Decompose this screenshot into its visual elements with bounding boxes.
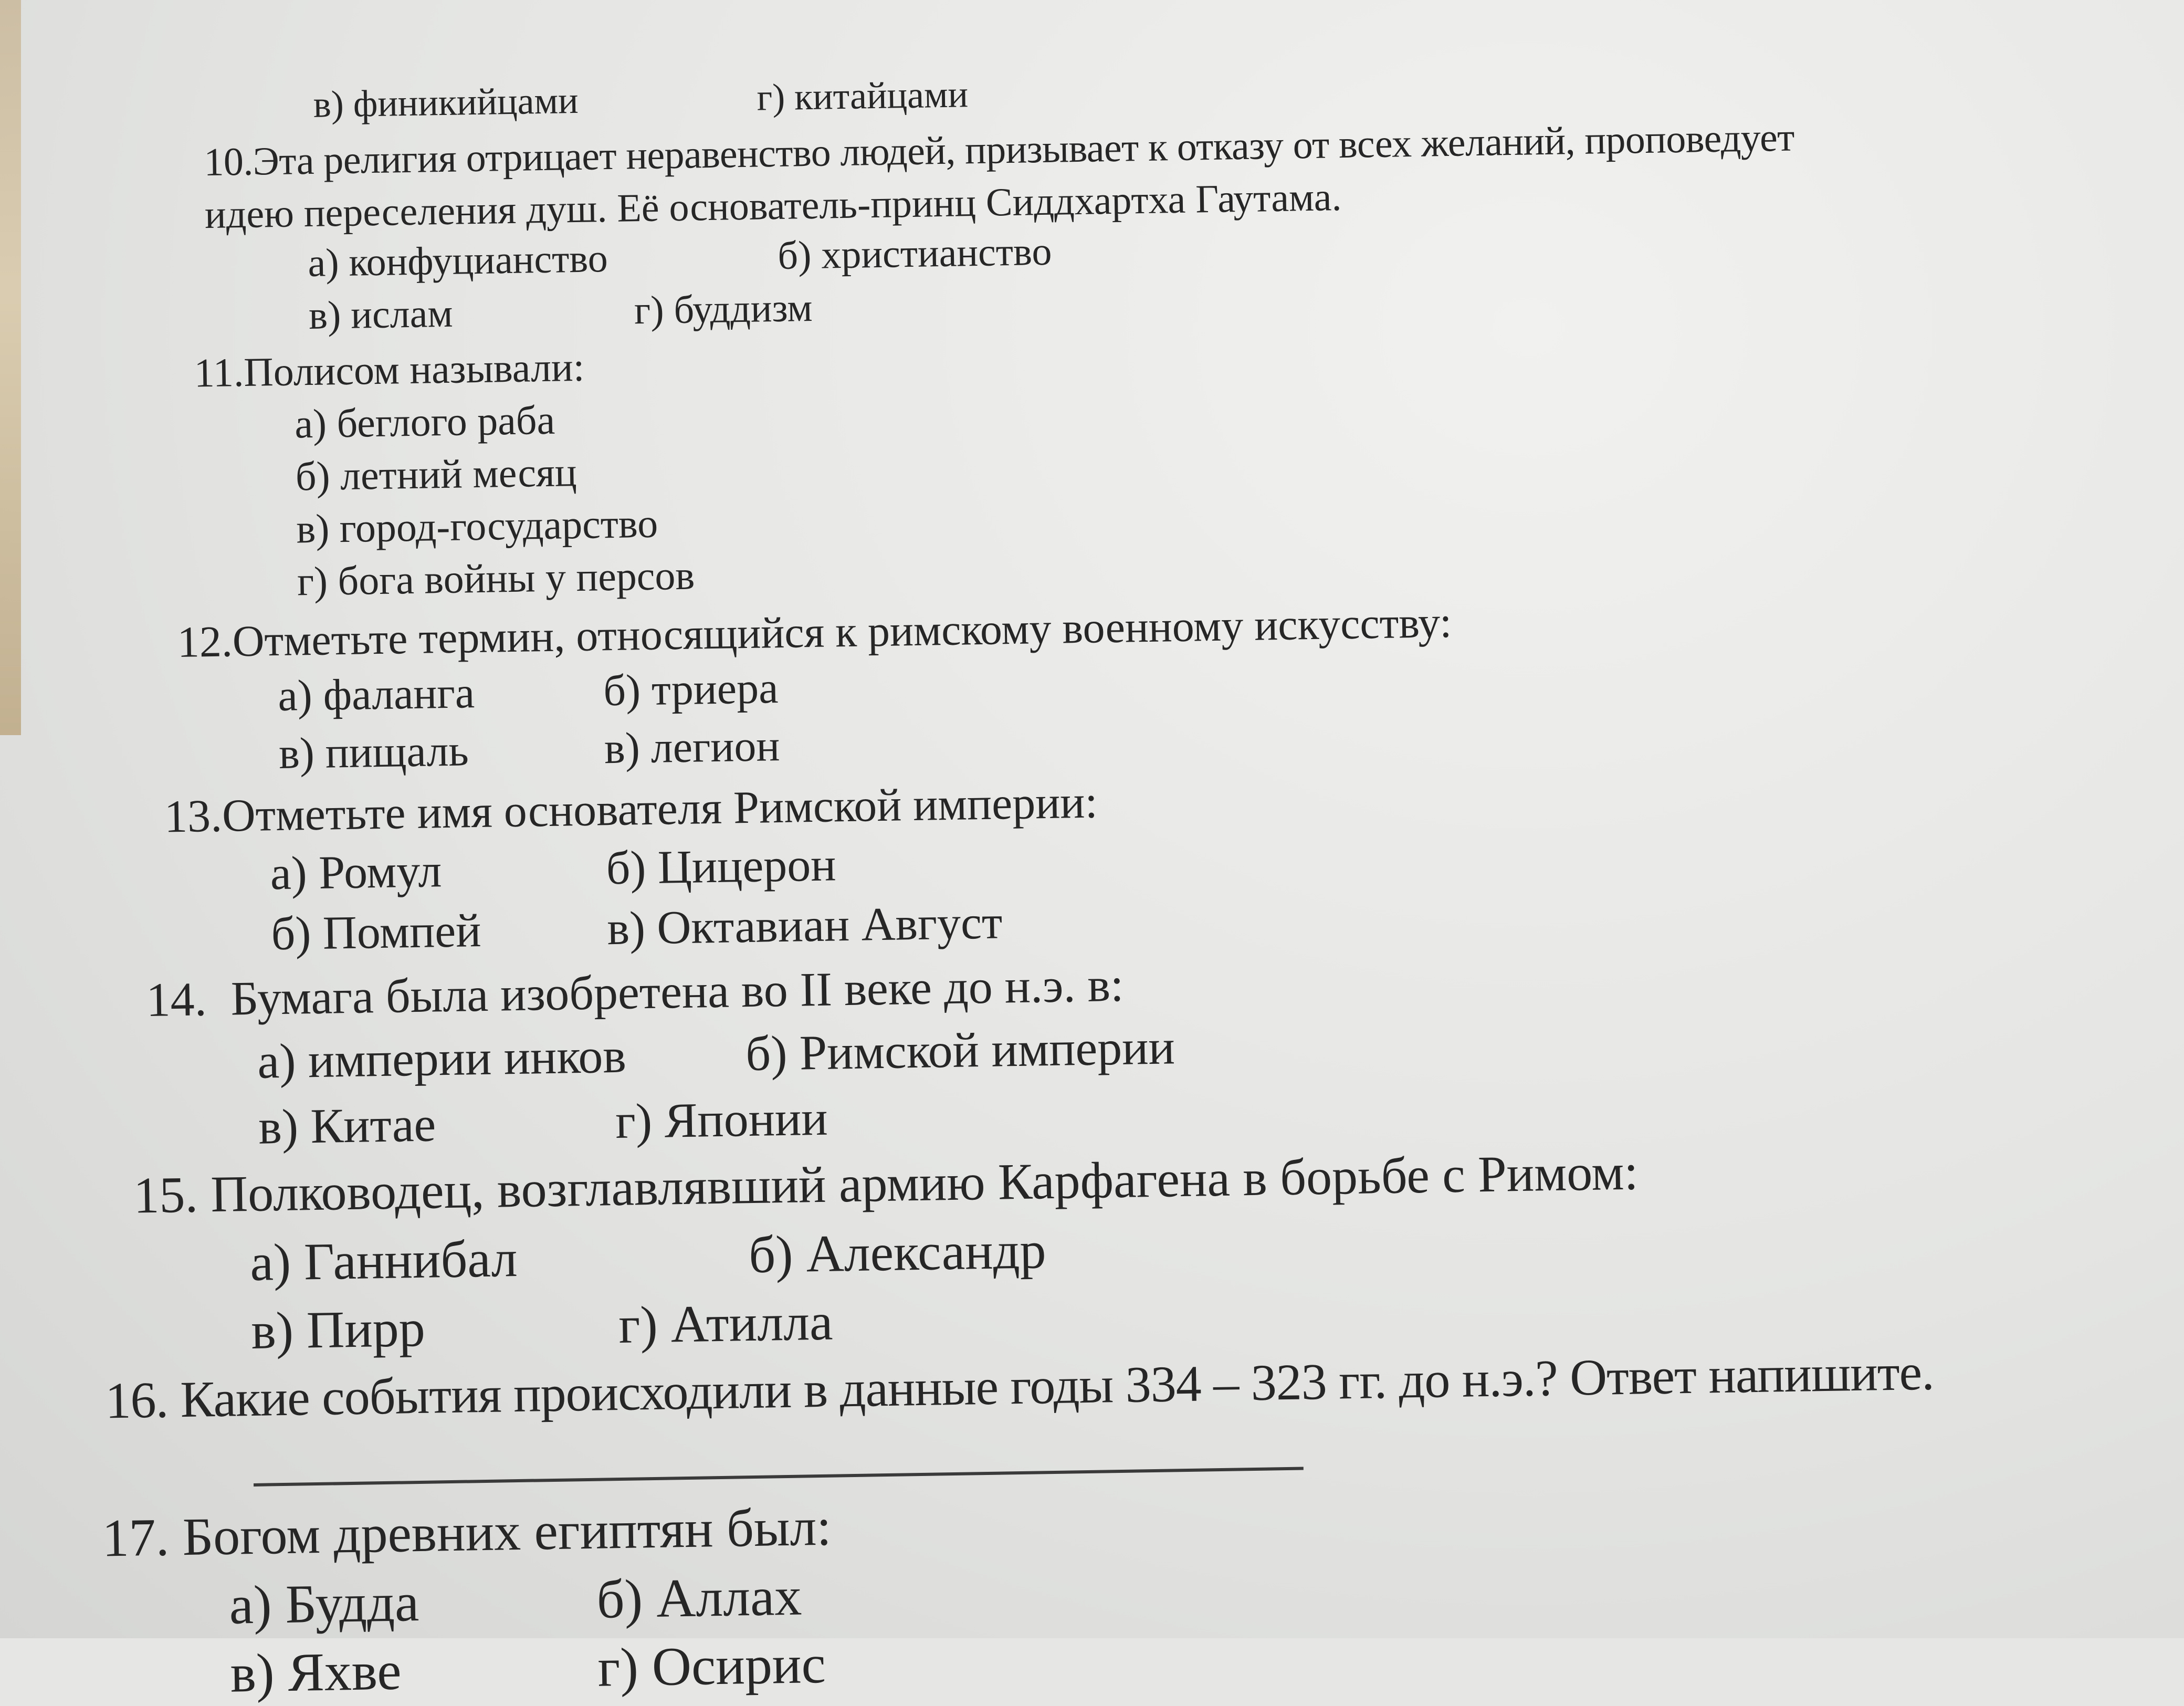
q12-option-a: а) фаланга <box>277 668 475 721</box>
q11-option-v: в) город-государство <box>296 500 658 552</box>
q13-option-g: в) Октавиан Август <box>606 896 1003 955</box>
q9-option-g: г) китайцами <box>757 73 969 119</box>
q15-option-v: в) Пирр <box>250 1299 426 1360</box>
q10-text-line2: идею переселения душ. Её основатель-принц Сиддхартха Гаутама. <box>204 175 1342 237</box>
q12-option-b: б) триера <box>603 664 779 716</box>
q14-question: 14. Бумага была изобретена во II веке до н.э. в: <box>145 957 1125 1027</box>
q13-option-b: б) Цицерон <box>605 839 837 895</box>
q16-answer-line[interactable] <box>254 1467 1304 1487</box>
q11-option-a: а) беглого раба <box>294 396 555 447</box>
q10-option-b: б) христианство <box>777 229 1052 278</box>
q17-option-b: б) Аллах <box>596 1566 803 1630</box>
q15-option-b: б) Александр <box>748 1221 1047 1284</box>
q17-option-a: а) Будда <box>228 1572 419 1636</box>
q14-option-v: в) Китае <box>258 1097 436 1155</box>
q17-option-g: г) Осирис <box>597 1634 826 1698</box>
q12-option-g: в) легион <box>604 721 780 773</box>
q14-option-a: а) империи инков <box>257 1028 627 1089</box>
q13-question: 13.Отметьте имя основателя Римской империи: <box>164 777 1098 843</box>
q16-question: 16. Какие события происходили в данные годы 334 – 323 гг. до н.э.? Ответ напишите. <box>104 1344 1935 1430</box>
q14-option-b: б) Римской империи <box>745 1020 1175 1082</box>
q11-question: 11.Полисом называли: <box>194 343 585 396</box>
q14-option-g: г) Японии <box>615 1091 828 1149</box>
table-edge <box>0 0 21 735</box>
q11-option-b: б) летний месяц <box>295 449 578 499</box>
q10-option-v: в) ислам <box>308 291 454 338</box>
q12-question: 12.Отметьте термин, относящийся к римскому военному искусству: <box>177 598 1453 667</box>
q15-option-a: а) Ганнибал <box>249 1229 518 1292</box>
q13-option-v: б) Помпей <box>270 905 482 960</box>
q10-text-line1: 10.Эта религия отрицает неравенство людей, призывает к отказу от всех желаний, проповедует <box>203 115 1795 185</box>
q12-option-v: в) пищаль <box>278 726 469 779</box>
q10-option-g: г) буддизм <box>634 285 813 333</box>
q17-question: 17. Богом древних египтян был: <box>101 1497 832 1568</box>
q10-option-a: а) конфуцианство <box>307 236 608 286</box>
q11-option-g: г) бога войны у персов <box>297 552 695 604</box>
q17-option-v: в) Яхве <box>229 1640 402 1704</box>
q13-option-a: а) Ромул <box>269 845 442 900</box>
q15-question: 15. Полководец, возглавлявший армию Карфагена в борьбе с Римом: <box>133 1144 1639 1224</box>
test-sheet <box>74 15 2177 1704</box>
q9-option-v: в) финикийцами <box>313 79 579 125</box>
q15-option-g: г) Атилла <box>618 1292 834 1354</box>
